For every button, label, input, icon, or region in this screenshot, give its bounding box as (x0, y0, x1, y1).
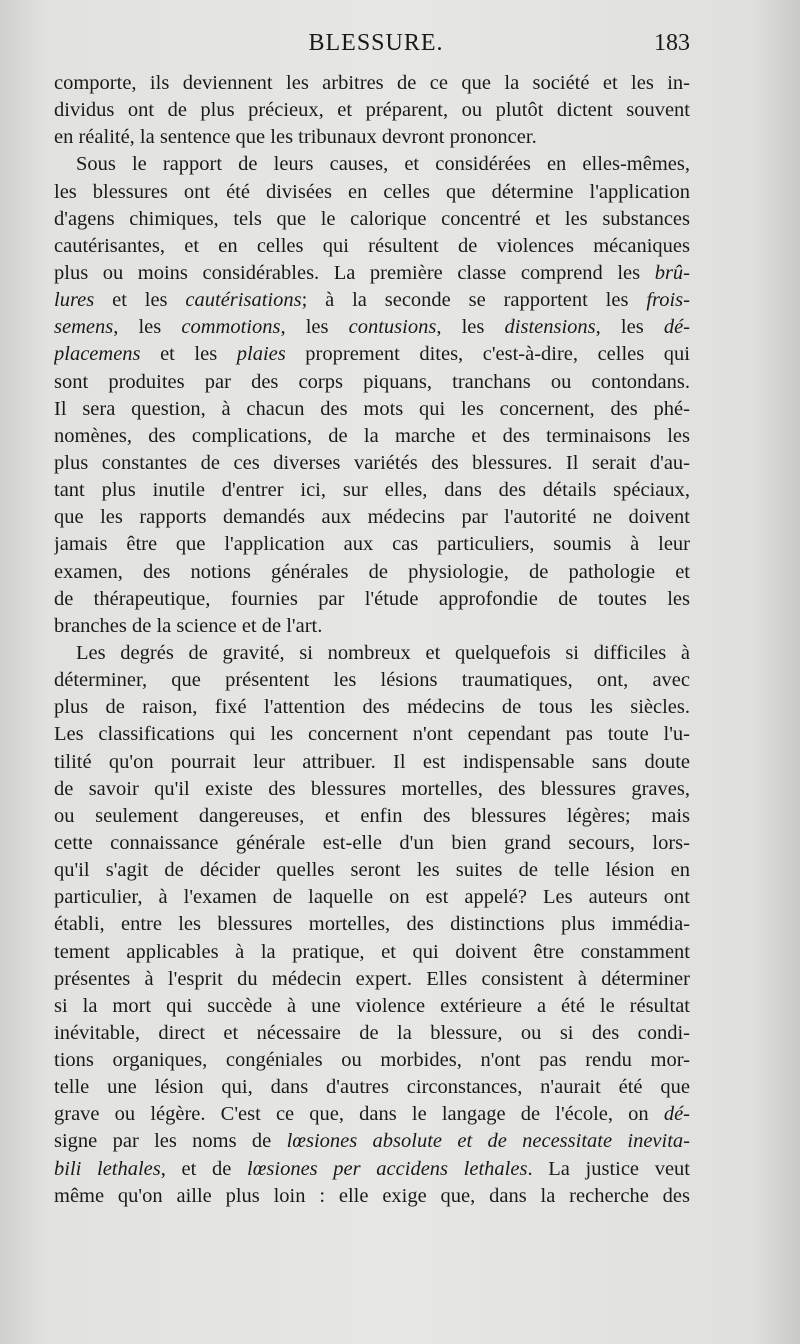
text-line: ou seulement dangereuses, et enfin des blessures légères; mais (54, 804, 690, 827)
text-line: tant plus inutile d'entrer ici, sur elles, dans des détails spéciaux, (54, 479, 690, 502)
text-line: de thérapeutique, fournies par l'étude approfondie de toutes les (54, 587, 690, 610)
text-line: cette connaissance générale est-elle d'un bien grand secours, lors- (54, 831, 690, 854)
text-line: plus ou moins considérables. La première classe comprend les brû- (54, 261, 690, 284)
text-line: inévitable, direct et nécessaire de la blessure, ou si des condi- (54, 1021, 690, 1044)
text-line: les blessures ont été divisées en celles que détermine l'application (54, 180, 690, 203)
text-line: tilité qu'on pourrait leur attribuer. Il est indispensable sans doute (54, 750, 690, 773)
text-line: placemens et les plaies proprement dites, c'est-à-dire, celles qui (54, 343, 690, 366)
text-line: Les classifications qui les concernent n'ont cependant pas toute l'u- (54, 723, 690, 746)
body-text (54, 70, 690, 1210)
page-header (56, 28, 696, 64)
text-line: Sous le rapport de leurs causes, et considérées en elles-mêmes, (76, 153, 690, 176)
text-line: sont produites par des corps piquans, tranchans ou contondans. (54, 370, 690, 393)
text-line: jamais être que l'application aux cas particuliers, soumis à leur (54, 533, 690, 556)
text-line: en réalité, la sentence que les tribunaux devront prononcer. (54, 126, 537, 149)
text-line: comporte, ils deviennent les arbitres de ce que la société et les in- (54, 72, 690, 94)
text-line: bili lethales, et de lœsiones per accidens lethales. La justice veut (54, 1157, 690, 1180)
text-line: si la mort qui succède à une violence extérieure a été le résultat (54, 994, 690, 1017)
text-line: semens, les commotions, les contusions, les distensions, les dé- (54, 316, 690, 339)
text-line: d'agens chimiques, tels que le calorique concentré et les substances (54, 207, 690, 230)
text-line: tions organiques, congéniales ou morbides, n'ont pas rendu mor- (54, 1049, 690, 1072)
text-line: examen, des notions générales de physiologie, de pathologie et (54, 560, 690, 583)
text-line: déterminer, que présentent les lésions traumatiques, ont, avec (54, 669, 690, 692)
text-line: signe par les noms de lœsiones absolute et de necessitate inevita- (54, 1130, 690, 1153)
text-line: telle une lésion qui, dans d'autres circonstances, n'aurait été que (54, 1076, 690, 1099)
text-line: nomènes, des complications, de la marche et des terminaisons les (54, 424, 690, 447)
page-number: 183 (654, 30, 690, 56)
text-line: plus de raison, fixé l'attention des médecins de tous les siècles. (54, 696, 690, 719)
text-line: que les rapports demandés aux médecins par l'autorité ne doivent (54, 506, 690, 529)
text-line: lures et les cautérisations; à la seconde se rapportent les frois- (54, 289, 690, 312)
text-line: de savoir qu'il existe des blessures mortelles, des blessures graves, (54, 777, 690, 800)
text-line: grave ou légère. C'est ce que, dans le langage de l'école, on dé- (54, 1103, 690, 1126)
text-line: cautérisantes, et en celles qui résultent de violences mécaniques (54, 234, 690, 257)
text-line: Il sera question, à chacun des mots qui les concernent, des phé- (54, 397, 690, 420)
text-line: particulier, à l'examen de laquelle on est appelé? Les auteurs ont (54, 886, 690, 909)
text-line: établi, entre les blessures mortelles, des distinctions plus immédia- (54, 913, 690, 936)
text-line: qu'il s'agit de décider quelles seront les suites de telle lésion en (54, 859, 690, 882)
running-title: BLESSURE. (308, 30, 444, 56)
text-line: plus constantes de ces diverses variétés des blessures. Il serait d'au- (54, 451, 690, 474)
text-line: Les degrés de gravité, si nombreux et quelquefois si difficiles à (76, 641, 690, 664)
text-line: tement applicables à la pratique, et qui doivent être constamment (54, 940, 690, 963)
text-line: présentes à l'esprit du médecin expert. Elles consistent à déterminer (54, 967, 690, 990)
text-line: dividus ont de plus précieux, et préparent, ou plutôt dictent souvent (54, 99, 690, 122)
text-line: même qu'on aille plus loin : elle exige que, dans la recherche des (54, 1184, 690, 1207)
text-line: branches de la science et de l'art. (54, 614, 323, 637)
